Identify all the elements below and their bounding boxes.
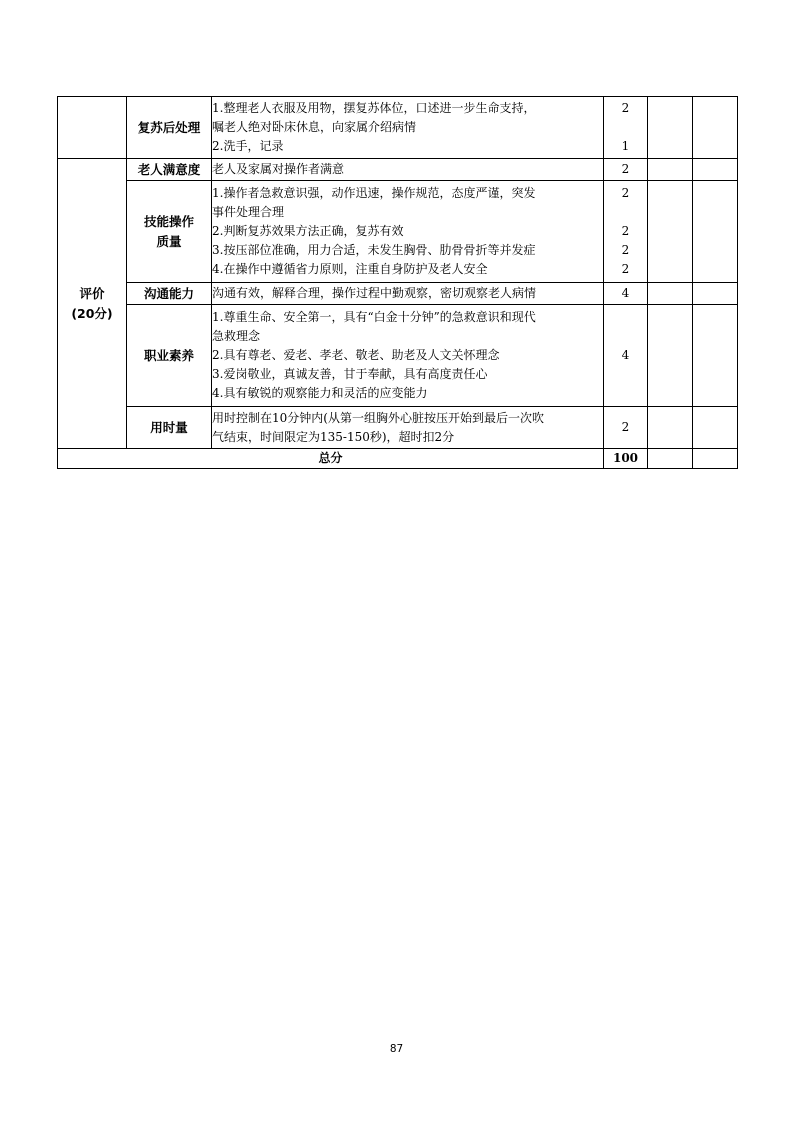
blank-cell [648,159,693,181]
item-resus: 复苏后处理 [127,97,212,159]
category-cell-empty [58,97,127,159]
desc-line: 嘱老人绝对卧床休息，向家属介绍病情 [212,120,417,134]
desc-line: 4.在操作中遵循省力原则，注重自身防护及老人安全 [212,262,488,276]
points-value: 4 [621,286,630,300]
table-row-satisfaction [58,159,738,181]
desc-skill [212,181,604,283]
points-value: 2 [621,224,630,238]
desc-line: 2.洗手，记录 [212,139,284,153]
points-value: 2 [621,243,630,257]
desc-time [212,407,604,449]
desc-line: 老人及家属对操作者满意 [212,162,345,176]
category-label: 评价 [79,285,105,301]
points-spacer [604,118,647,137]
points-value: 1 [621,139,630,153]
category-score: (20分) [71,305,113,321]
desc-line: 2.具有尊老、爱老、孝老、敬老、助老及人文关怀理念 [212,348,500,362]
blank-cell [648,449,693,469]
points-value: 2 [621,420,630,434]
points-professional [604,305,648,407]
item-skill-line1: 技能操作 [143,213,194,229]
points-value: 2 [621,262,630,276]
blank-cell [693,181,738,283]
item-professional: 职业素养 [127,305,212,407]
points-value: 2 [621,101,630,115]
blank-cell [648,97,693,159]
item-skill-line2: 质量 [156,233,182,249]
desc-line: 用时控制在10分钟内(从第一组胸外心脏按压开始到最后一次吹 [212,410,544,425]
points-time [604,407,648,449]
table-row-professional [58,305,738,407]
blank-cell [693,283,738,305]
item-satisfaction: 老人满意度 [127,159,212,181]
points-value: 2 [621,162,630,176]
item-skill [127,181,212,283]
desc-line: 1.操作者急救意识强，动作迅速，操作规范，态度严谨，突发 [212,186,536,200]
points-spacer [604,203,647,222]
table-row-communication [58,283,738,305]
item-time: 用时量 [127,407,212,449]
desc-professional [212,305,604,407]
blank-cell [693,407,738,449]
desc-line: 3.按压部位准确，用力合适，未发生胸骨、肋骨骨折等并发症 [212,243,536,257]
page-number: 87 [389,1043,404,1055]
desc-line: 3.爱岗敬业，真诚友善，甘于奉献，具有高度责任心 [212,367,488,381]
total-label: 总分 [58,449,604,469]
table-row-skill [58,181,738,283]
blank-cell [693,305,738,407]
desc-line: 沟通有效，解释合理，操作过程中勤观察，密切观察老人病情 [212,286,537,300]
desc-line: 2.判断复苏效果方法正确，复苏有效 [212,224,404,238]
blank-cell [648,181,693,283]
desc-satisfaction [212,159,604,181]
desc-line: 4.具有敏锐的观察能力和灵活的应变能力 [212,386,428,400]
points-value: 2 [621,186,630,200]
desc-resus [212,97,604,159]
desc-communication [212,283,604,305]
points-value: 4 [621,348,630,362]
blank-cell [693,449,738,469]
blank-cell [648,407,693,449]
points-resus [604,97,648,159]
blank-cell [648,283,693,305]
points-communication [604,283,648,305]
desc-line: 急救理念 [212,329,261,343]
table-row-time [58,407,738,449]
desc-line: 气结束，时间限定为135-150秒)，超时扣2分 [212,429,455,444]
total-value: 100 [604,449,648,469]
blank-cell [693,159,738,181]
table-row-total [58,449,738,469]
desc-line: 1.尊重生命、安全第一，具有“白金十分钟”的急救意识和现代 [212,310,536,324]
points-skill [604,181,648,283]
points-satisfaction [604,159,648,181]
blank-cell [693,97,738,159]
desc-line: 1.整理老人衣服及用物，摆复苏体位，口述进一步生命支持， [212,101,536,115]
scoring-table [57,96,738,469]
item-communication: 沟通能力 [127,283,212,305]
table-row-resus [58,97,738,159]
desc-line: 事件处理合理 [212,205,285,219]
blank-cell [648,305,693,407]
category-eval [58,159,127,449]
